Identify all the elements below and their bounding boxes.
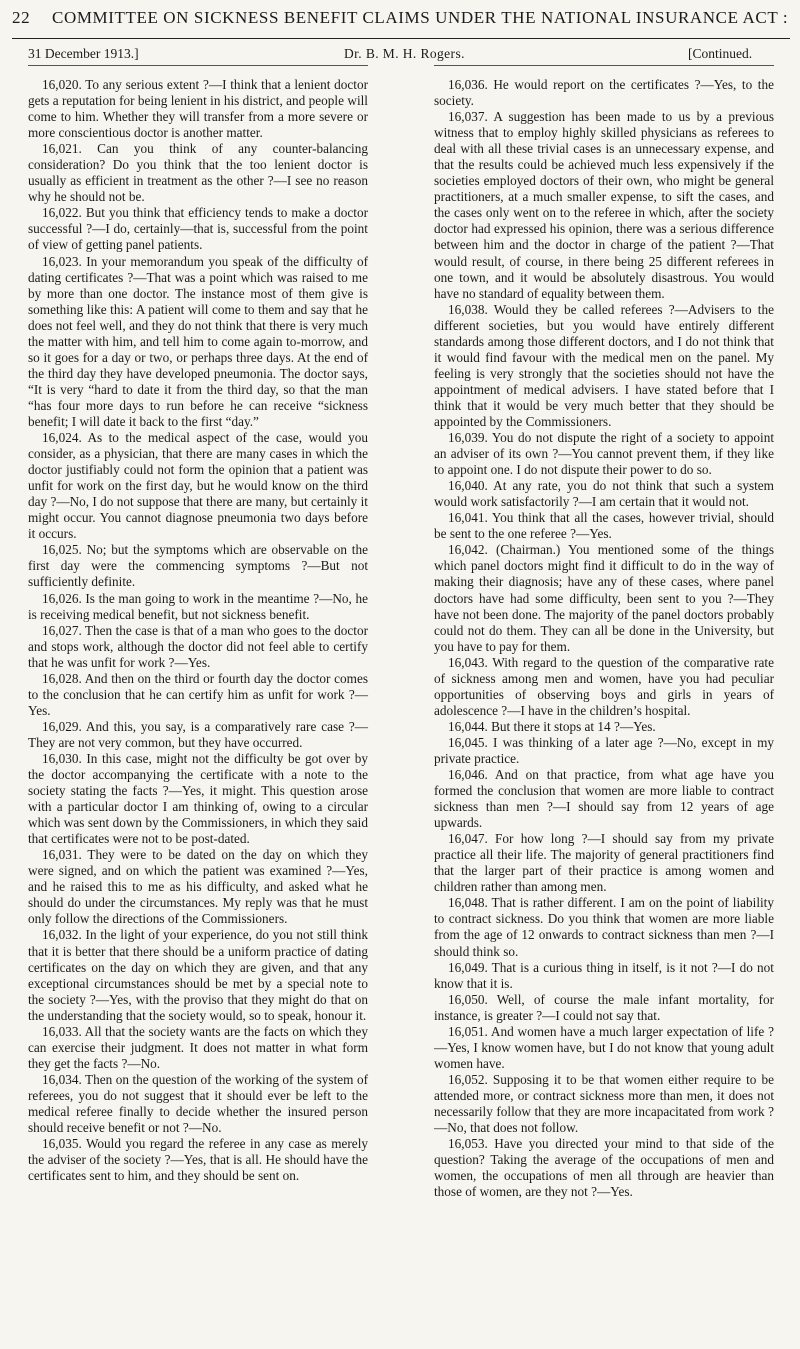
paragraph: 16,043. With regard to the question of the comparative rate of sickness among men and women, have you had peculiar opportunities of observing boys and girls in years of adolescence ?—I have in the children’s hospital. — [434, 654, 774, 718]
paragraph: 16,024. As to the medical aspect of the case, would you consider, as a physician, that there are many cases in which the doctor justifiably could not form the opinion that a patient was unfit for work on the first day, but he would know on the third day ?—No, I do not suppose that there are many, but certainly it might occur. You cannot diagnose pneumonia two days before it occurs. — [28, 430, 368, 542]
paragraph: 16,022. But you think that efficiency tends to make a doctor successful ?—I do, certainly—that is, successful from the point of view of getting panel patients. — [28, 205, 368, 253]
header-rule — [12, 38, 790, 39]
paragraph: 16,053. Have you directed your mind to that side of the question? Taking the average of the occupations of men and women, the occupations of men all through are heavier than those of women, are they not ?—Yes. — [434, 1136, 774, 1200]
paragraph: 16,034. Then on the question of the working of the system of referees, you do not suggest that it should ever be left to the medical referee finally to decide whether the insured person should receive benefit or not ?—No. — [28, 1071, 368, 1136]
right-column — [434, 77, 774, 1200]
witness-name: Dr. B. M. H. Rogers. — [344, 46, 465, 61]
paragraph: 16,038. Would they be called referees ?—Advisers to the different societies, but you would have entirely different standards among those different doctors, and I do not think that it would find favour with the medical men on the panel. My feeling is very strongly that the societies should not have the appointment of medical advisers. I have stated before that I think that it would be very much better that they should be appointed by the Commissioners. — [434, 301, 774, 429]
subheader — [12, 46, 792, 66]
paragraph: 16,027. Then the case is that of a man who goes to the doctor and stops work, although the doctor did not feel able to certify that he was unfit for work ?—Yes. — [28, 622, 368, 670]
paragraph: 16,049. That is a curious thing in itself, is it not ?—I do not know that it is. — [434, 959, 774, 991]
paragraph: 16,029. And this, you say, is a comparatively rare case ?—They are not very common, but they have occurred. — [28, 718, 368, 750]
paragraph: 16,020. To any serious extent ?—I think that a lenient doctor gets a reputation for being lenient in his district, and people will come to him. Whether they will transfer from a more severe or more conscientious doctor is another matter. — [28, 77, 368, 141]
paragraph: 16,021. Can you think of any counter-balancing consideration? Do you think that the too lenient doctor is usually as efficient in treatment as the other ?—I see no reason why he should not be. — [28, 141, 368, 205]
paragraph: 16,042. (Chairman.) You mentioned some of the things which panel doctors might find it difficult to do in the way of making their diagnosis; have any of these cases, where panel doctors have had some difficulty, been sent to you ?—They have not been done. The majority of the panel doctors probably could not do them. They can all be done in the University, but you have to pay for them. — [434, 542, 774, 654]
paragraph: 16,035. Would you regard the referee in any case as merely the adviser of the society ?—Yes, that is all. He should have the certificates sent to him, and they should be sent on. — [28, 1136, 368, 1184]
paragraph: 16,040. At any rate, you do not think that such a system would work satisfactorily ?—I am certain that it would not. — [434, 478, 774, 510]
continued-note: [Continued. — [688, 46, 753, 61]
paragraph: 16,025. No; but the symptoms which are observable on the first day were the commencing symptoms ?—But not sufficiently definite. — [28, 542, 368, 590]
paragraph: 16,030. In this case, might not the difficulty be got over by the doctor accompanying the certificate with a note to the society stating the facts ?—Yes, it might. This question arose with a particular doctor I am thinking of, owing to a circular which was sent down by the Commissioners, in which they said that certificates were not to be post-dated. — [28, 750, 368, 847]
paragraph: 16,044. But there it stops at 14 ?—Yes. — [448, 718, 656, 734]
paragraph: 16,033. All that the society wants are the facts on which they can exercise their judgment. It does not matter in what form they get the facts ?—No. — [28, 1023, 368, 1071]
paragraph: 16,036. He would report on the certificates ?—Yes, to the society. — [434, 77, 774, 109]
paragraph: 16,026. Is the man going to work in the meantime ?—No, he is receiving medical benefit, but not sickness benefit. — [28, 590, 368, 622]
paragraph: 16,032. In the light of your experience, do you not still think that it is better that there should be a uniform practice of dating certificates on the day on which they are given, and that any exceptional circumstances should be met by a special note to the society ?—Yes, with the proviso that they might do that on the understanding that the society would, so to speak, honour it. — [28, 927, 368, 1023]
paragraph: 16,046. And on that practice, from what age have you formed the conclusion that women are more liable to contract sickness than men ?—I should say from 12 years of age upwards. — [434, 767, 774, 831]
page-title: COMMITTEE ON SICKNESS BENEFIT CLAIMS UNDER THE NATIONAL INSURANCE ACT : — [52, 8, 789, 27]
running-head — [12, 8, 792, 28]
left-column — [28, 77, 368, 1184]
page-number: 22 — [12, 8, 31, 27]
paragraph: 16,051. And women have a much larger expectation of life ?—Yes, I know women have, but I do not know that young adult women have. — [434, 1023, 774, 1071]
paragraph: 16,041. You think that all the cases, however trivial, should be sent to the one referee ?—Yes. — [434, 510, 774, 542]
sitting-date: 31 December 1913.] — [28, 46, 139, 61]
paragraph: 16,028. And then on the third or fourth day the doctor comes to the conclusion that he can certify him as unfit for work ?—Yes. — [28, 670, 368, 718]
right-subheader-rule — [434, 65, 774, 66]
paragraph: 16,052. Supposing it to be that women either require to be attended more, or contract sickness more than men, it does not necessarily follow that they are more incapacitated from work ?—No, that does not follow. — [434, 1071, 774, 1136]
left-subheader-rule — [28, 65, 368, 66]
paragraph: 16,039. You do not dispute the right of a society to appoint an adviser of its own ?—You cannot prevent them, if they like to appoint one. I do not dispute their power to do so. — [434, 430, 774, 478]
paragraph: 16,037. A suggestion has been made to us by a previous witness that to employ highly skilled physicians as referees to deal with all these trivial cases is an unnecessary expense, and that the results could be achieved much less expensively if the societies employed doctors of their own, who might be general practitioners, at a much smaller expense, to sift the cases, and the cases only went on to the referee in which, after the society doctor had expressed his opinion, there was a serious difference between him and the doctor in charge of the patient ?—That would result, of course, in there being 25 different referees in one town, and it would be absolutely disastrous. You would have no standard of equality between them. — [434, 109, 774, 301]
paragraph: 16,047. For how long ?—I should say from my private practice all their life. The majority of general practitioners find that the larger part of their practice is among women and children rather than among men. — [434, 831, 774, 895]
paragraph: 16,031. They were to be dated on the day on which they were signed, and on which the patient was examined ?—Yes, and he raised this to me as his difficulty, and asked what he should do under the circumstances. My reply was that he must only follow the directions of the Commissioners. — [28, 847, 368, 927]
paragraph: 16,045. I was thinking of a later age ?—No, except in my private practice. — [434, 734, 774, 766]
paragraph: 16,048. That is rather different. I am on the point of liability to contract sickness. Do you think that women are more liable from the age of 12 onwards to contract sickness than men ?—I should think so. — [434, 895, 774, 959]
paragraph: 16,050. Well, of course the male infant mortality, for instance, is greater ?—I could not say that. — [434, 991, 774, 1023]
paragraph: 16,023. In your memorandum you speak of the difficulty of dating certificates ?—That was a point which was raised to me by more than one doctor. The instance most of them give is something like this: A patient will come to them and say that he does not feel well, and they do not think that there is very much the matter with him, and tell him to come again to-morrow, and so it goes for a day or two, or perhaps three days. At the end of the third day they have developed pneumonia. The doctor says, “It is very “hard to date it from the third day, so that the man “has four more days to run before he can receive “sickness benefit; I will date it back to the first “day.” — [28, 253, 368, 429]
